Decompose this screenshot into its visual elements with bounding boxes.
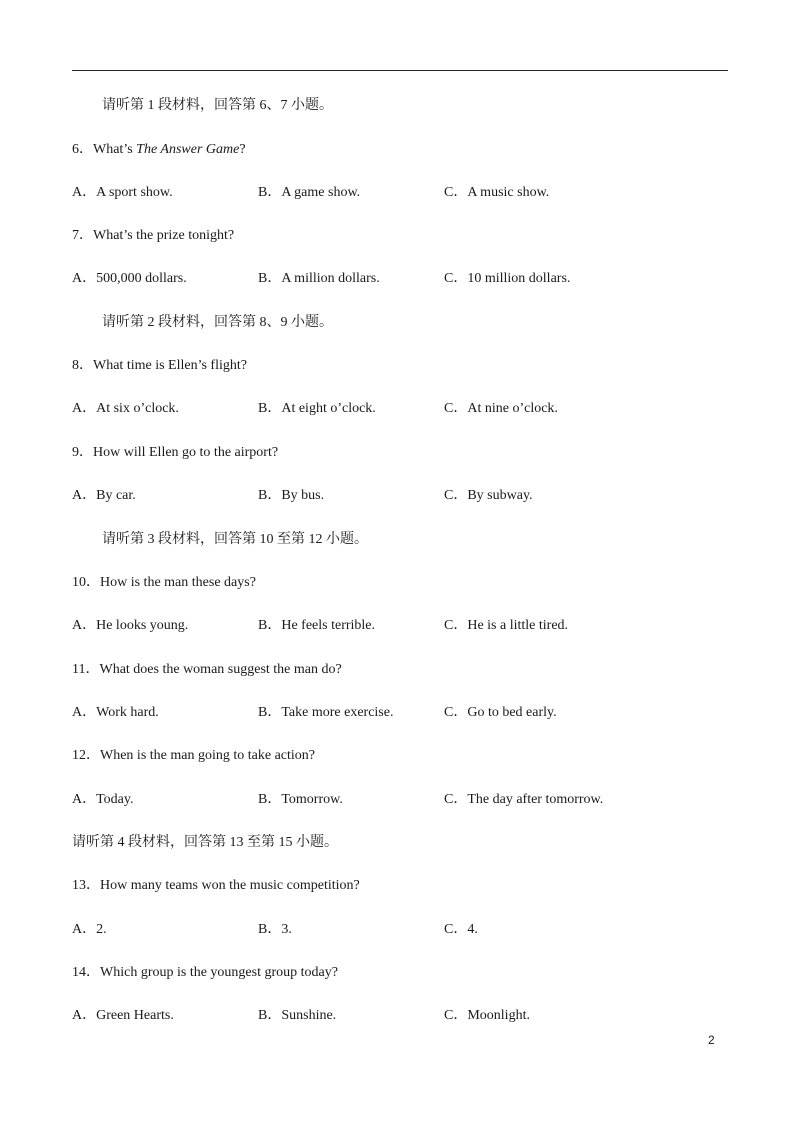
question-7	[72, 226, 234, 246]
page-number: 2	[708, 1033, 715, 1047]
option-a: A．Work hard.	[72, 705, 159, 720]
question-13	[72, 876, 360, 896]
question-text: Which group is the youngest group today?	[100, 965, 338, 980]
section-instruction: 请听第 3 段材料，回答第 10 至第 12 小题。	[102, 532, 368, 547]
option-c: C．Go to bed early.	[444, 705, 557, 720]
header-rule	[72, 70, 728, 71]
option-c: C．4.	[444, 922, 478, 937]
option-c: C．At nine o’clock.	[444, 401, 558, 416]
question-number: 7．	[72, 228, 93, 243]
option-c: C．Moonlight.	[444, 1008, 530, 1023]
question-text: What’s the prize tonight?	[93, 228, 235, 243]
question-text: How will Ellen go to the airport?	[93, 445, 279, 460]
question-12	[72, 746, 315, 766]
option-b: B．At eight o’clock.	[258, 401, 376, 416]
question-number: 14．	[72, 965, 100, 980]
option-c: C．He is a little tired.	[444, 618, 569, 633]
question-number: 6．	[72, 142, 93, 157]
question-10	[72, 573, 256, 593]
question-text: How many teams won the music competition?	[100, 878, 360, 893]
question-number: 13．	[72, 878, 100, 893]
option-a: A．At six o’clock.	[72, 401, 179, 416]
question-text: What does the woman suggest the man do?	[99, 662, 342, 677]
option-b: B．Sunshine.	[258, 1008, 337, 1023]
question-text: When is the man going to take action?	[100, 748, 315, 763]
question-number: 10．	[72, 575, 100, 590]
section-instruction: 请听第 2 段材料，回答第 8、9 小题。	[102, 315, 333, 330]
question-8	[72, 356, 247, 376]
option-b: B．3.	[258, 922, 292, 937]
question-9	[72, 443, 278, 463]
option-c: C．By subway.	[444, 488, 533, 503]
option-b: B．Tomorrow.	[258, 792, 343, 807]
question-number: 8．	[72, 358, 93, 373]
option-a: A．He looks young.	[72, 618, 189, 633]
question-text: What’s	[93, 142, 137, 157]
question-text-end: ?	[239, 142, 246, 157]
question-6	[72, 140, 246, 160]
question-title-italic: The Answer Game	[136, 142, 240, 157]
question-number: 9．	[72, 445, 93, 460]
question-text: What time is Ellen’s flight?	[93, 358, 247, 373]
option-b: B．A game show.	[258, 185, 361, 200]
option-b: B．By bus.	[258, 488, 325, 503]
option-a: A．Green Hearts.	[72, 1008, 174, 1023]
question-number: 11．	[72, 662, 100, 677]
option-a: A．2.	[72, 922, 107, 937]
option-b: B．A million dollars.	[258, 271, 380, 286]
option-a: A．500,000 dollars.	[72, 271, 187, 286]
question-number: 12．	[72, 748, 100, 763]
option-a: A．A sport show.	[72, 185, 173, 200]
option-c: C．10 million dollars.	[444, 271, 571, 286]
option-c: C．The day after tomorrow.	[444, 792, 604, 807]
question-text: How is the man these days?	[100, 575, 256, 590]
option-a: A．Today.	[72, 792, 134, 807]
section-instruction: 请听第 4 段材料，回答第 13 至第 15 小题。	[72, 835, 338, 850]
question-14	[72, 963, 338, 983]
option-b: B．Take more exercise.	[258, 705, 394, 720]
section-instruction: 请听第 1 段材料，回答第 6、7 小题。	[102, 98, 333, 113]
question-11	[72, 660, 342, 680]
option-c: C．A music show.	[444, 185, 550, 200]
option-b: B．He feels terrible.	[258, 618, 376, 633]
option-a: A．By car.	[72, 488, 136, 503]
